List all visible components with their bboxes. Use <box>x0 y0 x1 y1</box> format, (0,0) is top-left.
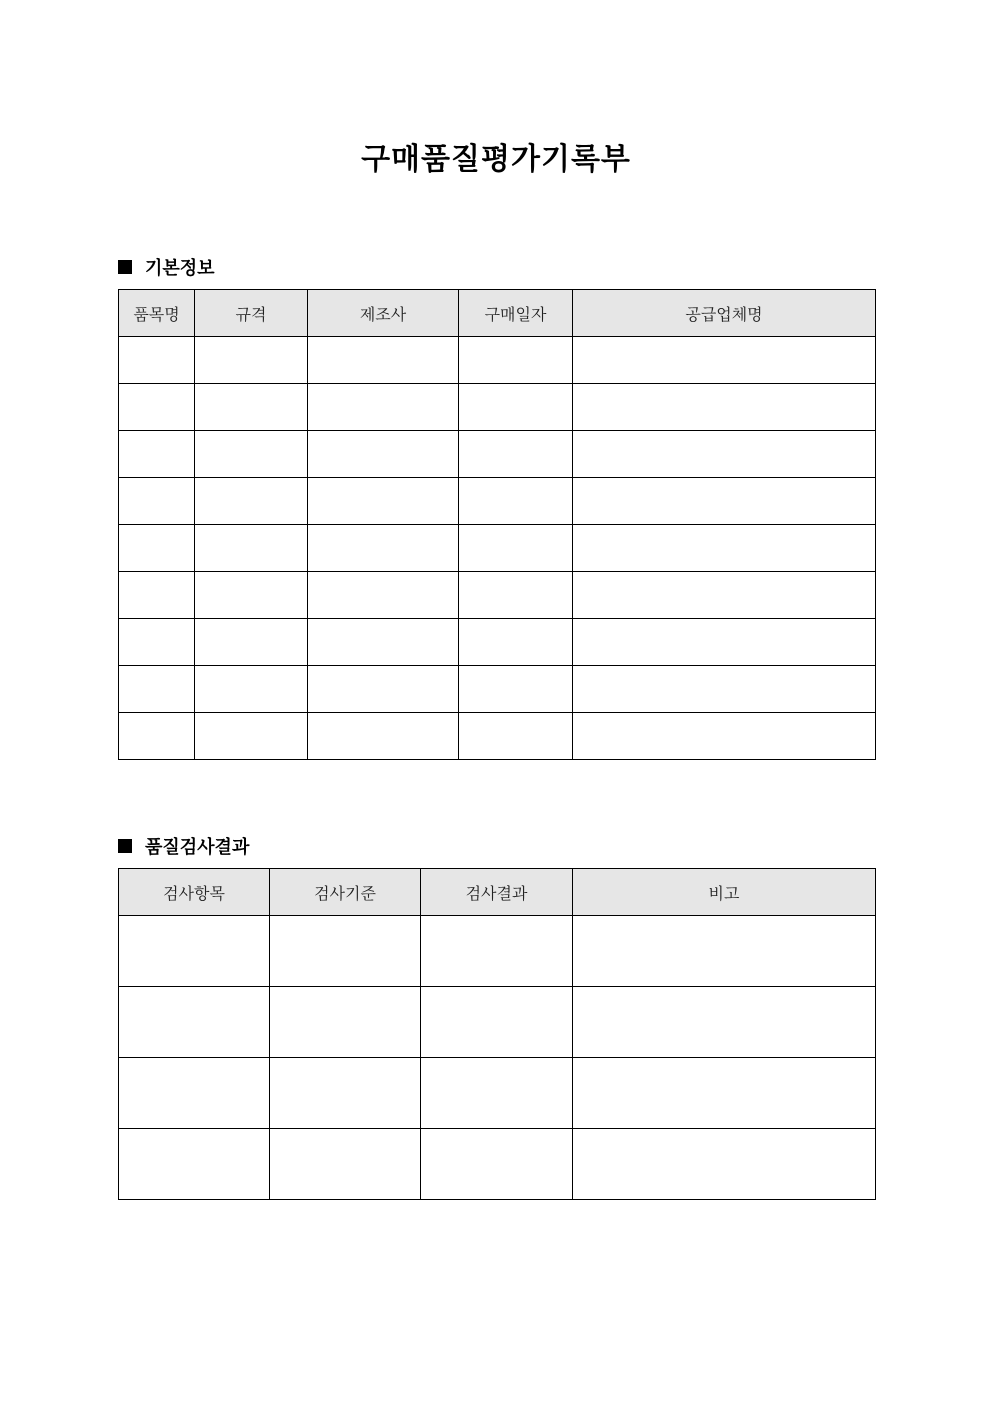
table-cell[interactable] <box>573 572 876 619</box>
table-cell[interactable] <box>573 987 876 1058</box>
table-cell[interactable] <box>308 666 459 713</box>
table-row <box>119 525 876 572</box>
table-row <box>119 916 876 987</box>
table-cell[interactable] <box>573 1129 876 1200</box>
inspection-results-table <box>118 868 876 1200</box>
table-cell[interactable] <box>119 525 195 572</box>
table-cell[interactable] <box>308 431 459 478</box>
table-cell[interactable] <box>573 713 876 760</box>
column-header-purchase-date: 구매일자 <box>459 290 573 337</box>
table-cell[interactable] <box>195 337 308 384</box>
table-cell[interactable] <box>195 525 308 572</box>
table-cell[interactable] <box>119 713 195 760</box>
table-row <box>119 1129 876 1200</box>
table-cell[interactable] <box>195 666 308 713</box>
table-cell[interactable] <box>119 987 270 1058</box>
table-cell[interactable] <box>308 525 459 572</box>
table-row <box>119 572 876 619</box>
table-cell[interactable] <box>119 666 195 713</box>
table-cell[interactable] <box>195 384 308 431</box>
column-header-remarks: 비고 <box>573 869 876 916</box>
table-cell[interactable] <box>195 713 308 760</box>
table-cell[interactable] <box>195 431 308 478</box>
table-header-row <box>119 869 876 916</box>
table-cell[interactable] <box>459 619 573 666</box>
section-heading-inspection-results <box>118 833 249 859</box>
table-cell[interactable] <box>119 572 195 619</box>
table-cell[interactable] <box>573 1058 876 1129</box>
table-cell[interactable] <box>119 916 270 987</box>
table-cell[interactable] <box>459 525 573 572</box>
table-cell[interactable] <box>573 916 876 987</box>
column-header-item-name: 품목명 <box>119 290 195 337</box>
table-row <box>119 713 876 760</box>
table-cell[interactable] <box>270 916 421 987</box>
table-cell[interactable] <box>421 1058 573 1129</box>
square-bullet-icon <box>118 260 132 274</box>
table-cell[interactable] <box>308 572 459 619</box>
table-cell[interactable] <box>573 384 876 431</box>
table-cell[interactable] <box>195 619 308 666</box>
column-header-inspection-result: 검사결과 <box>421 869 573 916</box>
table-cell[interactable] <box>270 1058 421 1129</box>
table-row <box>119 987 876 1058</box>
column-header-spec: 규격 <box>195 290 308 337</box>
table-cell[interactable] <box>270 1129 421 1200</box>
table-cell[interactable] <box>459 666 573 713</box>
document-title: 구매품질평가기록부 <box>361 142 631 177</box>
table-row <box>119 478 876 525</box>
table-cell[interactable] <box>459 384 573 431</box>
table-cell[interactable] <box>119 1058 270 1129</box>
table-cell[interactable] <box>421 916 573 987</box>
section-label: 품질검사결과 <box>145 837 250 858</box>
column-header-supplier: 공급업체명 <box>573 290 876 337</box>
table-row <box>119 619 876 666</box>
table-cell[interactable] <box>573 666 876 713</box>
table-row <box>119 384 876 431</box>
table-row <box>119 337 876 384</box>
section-label: 기본정보 <box>145 258 215 279</box>
section-heading-basic-info <box>118 254 215 280</box>
table-cell[interactable] <box>270 987 421 1058</box>
column-header-inspection-item: 검사항목 <box>119 869 270 916</box>
table-cell[interactable] <box>119 619 195 666</box>
table-row <box>119 666 876 713</box>
table-cell[interactable] <box>195 572 308 619</box>
square-bullet-icon <box>118 839 132 853</box>
table-row <box>119 1058 876 1129</box>
table-cell[interactable] <box>573 478 876 525</box>
table-cell[interactable] <box>308 337 459 384</box>
table-cell[interactable] <box>573 431 876 478</box>
table-cell[interactable] <box>421 987 573 1058</box>
table-cell[interactable] <box>195 478 308 525</box>
basic-info-table <box>118 289 876 760</box>
table-cell[interactable] <box>308 619 459 666</box>
column-header-inspection-criteria: 검사기준 <box>270 869 421 916</box>
table-cell[interactable] <box>573 337 876 384</box>
table-cell[interactable] <box>119 384 195 431</box>
table-cell[interactable] <box>308 384 459 431</box>
column-header-manufacturer: 제조사 <box>308 290 459 337</box>
table-cell[interactable] <box>459 431 573 478</box>
table-row <box>119 431 876 478</box>
table-cell[interactable] <box>308 713 459 760</box>
table-cell[interactable] <box>459 478 573 525</box>
table-header-row <box>119 290 876 337</box>
table-cell[interactable] <box>119 431 195 478</box>
table-cell[interactable] <box>459 572 573 619</box>
table-cell[interactable] <box>421 1129 573 1200</box>
table-cell[interactable] <box>573 619 876 666</box>
table-cell[interactable] <box>119 478 195 525</box>
table-cell[interactable] <box>308 478 459 525</box>
table-cell[interactable] <box>459 713 573 760</box>
table-cell[interactable] <box>573 525 876 572</box>
table-cell[interactable] <box>459 337 573 384</box>
table-cell[interactable] <box>119 337 195 384</box>
table-cell[interactable] <box>119 1129 270 1200</box>
